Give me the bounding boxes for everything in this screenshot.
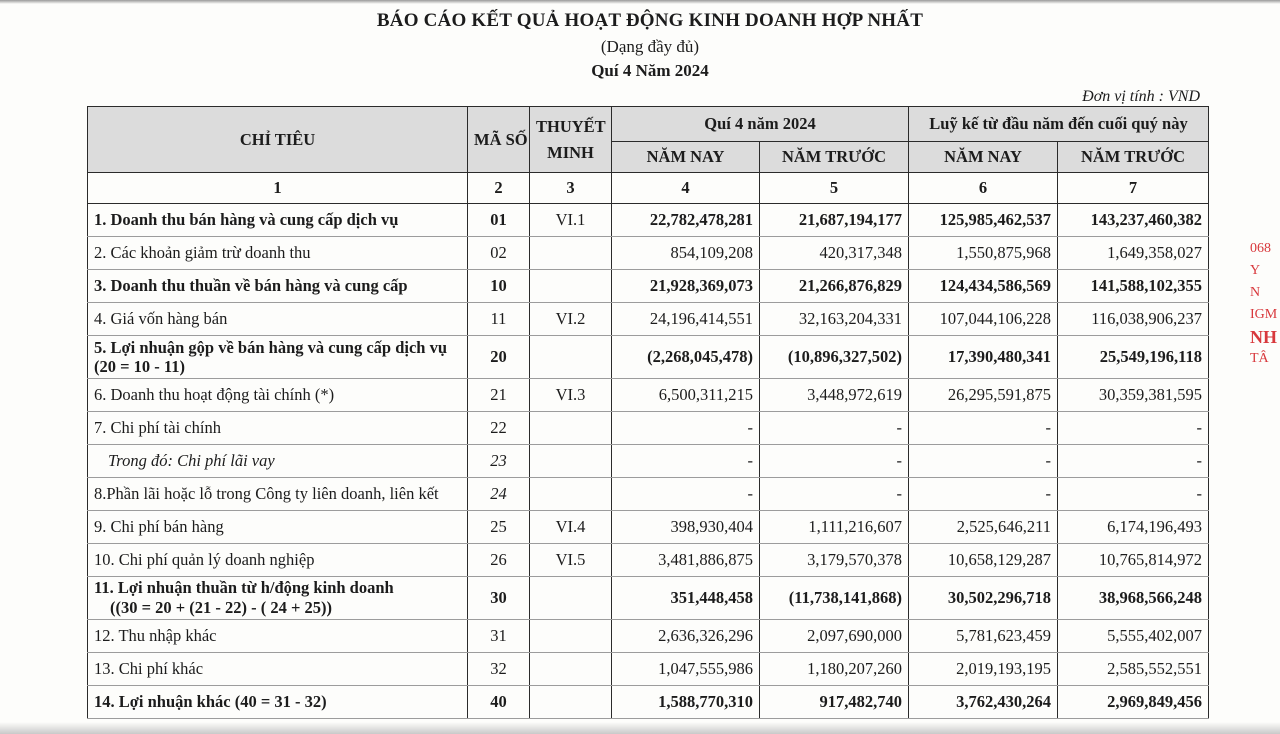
quarter-last-year-value: 21,687,194,177: [760, 204, 909, 237]
ytd-this-year-value: -: [909, 478, 1058, 511]
row-note: [530, 620, 612, 653]
quarter-last-year-value: 917,482,740: [760, 686, 909, 719]
ytd-this-year-value: 125,985,462,537: [909, 204, 1058, 237]
row-label: 10. Chi phí quản lý doanh nghiệp: [88, 544, 468, 577]
ytd-this-year-value: 1,550,875,968: [909, 237, 1058, 270]
quarter-this-year-value: -: [612, 412, 760, 445]
ytd-this-year-value: 124,434,586,569: [909, 270, 1058, 303]
ytd-last-year-value: 10,765,814,972: [1058, 544, 1209, 577]
column-index: 5: [760, 173, 909, 204]
ytd-last-year-value: 143,237,460,382: [1058, 204, 1209, 237]
table-row: [88, 303, 1209, 336]
quarter-last-year-value: -: [760, 445, 909, 478]
table-row: [88, 577, 1209, 620]
column-index: 7: [1058, 173, 1209, 204]
row-code: 24: [468, 478, 530, 511]
row-code: 31: [468, 620, 530, 653]
row-note: VI.2: [530, 303, 612, 336]
ytd-this-year-value: -: [909, 445, 1058, 478]
table-row: [88, 511, 1209, 544]
row-code: 40: [468, 686, 530, 719]
red-company-stamp-fragment: [1250, 238, 1280, 408]
stamp-text: IGM: [1250, 307, 1278, 322]
bottom-edge-shade: [0, 722, 1280, 734]
ytd-last-year-value: 5,555,402,007: [1058, 620, 1209, 653]
row-code: 21: [468, 379, 530, 412]
table-row: [88, 620, 1209, 653]
column-index: 4: [612, 173, 760, 204]
column-index: 2: [468, 173, 530, 204]
row-label: 6. Doanh thu hoạt động tài chính (*): [88, 379, 468, 412]
row-note: [530, 336, 612, 379]
ytd-this-year-value: 10,658,129,287: [909, 544, 1058, 577]
row-code: 01: [468, 204, 530, 237]
row-note: [530, 686, 612, 719]
ytd-last-year-value: 141,588,102,355: [1058, 270, 1209, 303]
row-label: [88, 577, 468, 620]
row-label: 13. Chi phí khác: [88, 653, 468, 686]
quarter-last-year-value: (10,896,327,502): [760, 336, 909, 379]
ytd-this-year-value: 107,044,106,228: [909, 303, 1058, 336]
stamp-text: Y: [1250, 263, 1261, 278]
quarter-last-year-value: 32,163,204,331: [760, 303, 909, 336]
report-subtitle: (Dạng đầy đủ): [600, 37, 700, 56]
header-note: THUYẾT MINH: [530, 107, 612, 173]
table-row: [88, 270, 1209, 303]
row-label-line: 11. Lợi nhuận thuần từ h/động kinh doanh: [94, 578, 394, 597]
ytd-last-year-value: -: [1058, 478, 1209, 511]
quarter-last-year-value: 420,317,348: [760, 237, 909, 270]
table-row: [88, 445, 1209, 478]
header-indicator: CHỈ TIÊU: [88, 107, 468, 173]
table-row: [88, 686, 1209, 719]
row-label: 9. Chi phí bán hàng: [88, 511, 468, 544]
table-row: [88, 544, 1209, 577]
column-index: 1: [88, 173, 468, 204]
row-label: 14. Lợi nhuận khác (40 = 31 - 32): [88, 686, 468, 719]
ytd-last-year-value: 38,968,566,248: [1058, 577, 1209, 620]
ytd-this-year-value: 30,502,296,718: [909, 577, 1058, 620]
row-code: 32: [468, 653, 530, 686]
ytd-this-year-value: 2,019,193,195: [909, 653, 1058, 686]
header-quarter-this-year: NĂM NAY: [612, 142, 760, 173]
top-edge-shadow: [0, 0, 1280, 4]
row-code: 10: [468, 270, 530, 303]
row-code: 25: [468, 511, 530, 544]
stamp-text: TÂ: [1250, 351, 1269, 366]
header-ytd-this-year: NĂM NAY: [909, 142, 1058, 173]
quarter-this-year-value: 398,930,404: [612, 511, 760, 544]
row-note: [530, 653, 612, 686]
header-code: MÃ SỐ: [468, 107, 530, 173]
ytd-last-year-value: -: [1058, 412, 1209, 445]
row-note: VI.1: [530, 204, 612, 237]
row-code: 23: [468, 445, 530, 478]
income-statement-table: [87, 106, 1209, 719]
column-index: 6: [909, 173, 1058, 204]
ytd-last-year-value: 25,549,196,118: [1058, 336, 1209, 379]
ytd-last-year-value: 2,585,552,551: [1058, 653, 1209, 686]
row-code: 30: [468, 577, 530, 620]
quarter-this-year-value: 3,481,886,875: [612, 544, 760, 577]
header-quarter-last-year: NĂM TRƯỚC: [760, 142, 909, 173]
quarter-this-year-value: (2,268,045,478): [612, 336, 760, 379]
table-row: [88, 336, 1209, 379]
ytd-last-year-value: 116,038,906,237: [1058, 303, 1209, 336]
quarter-last-year-value: 1,111,216,607: [760, 511, 909, 544]
ytd-last-year-value: 30,359,381,595: [1058, 379, 1209, 412]
table-row: [88, 478, 1209, 511]
row-label: 3. Doanh thu thuần về bán hàng và cung cấp: [88, 270, 468, 303]
quarter-this-year-value: 22,782,478,281: [612, 204, 760, 237]
quarter-this-year-value: 351,448,458: [612, 577, 760, 620]
row-note: [530, 577, 612, 620]
quarter-last-year-value: 3,448,972,619: [760, 379, 909, 412]
report-period: Quí 4 Năm 2024: [591, 61, 709, 80]
header-quarter-group: Quí 4 năm 2024: [612, 107, 909, 142]
currency-unit: Đơn vị tính : VND: [1082, 88, 1200, 105]
row-code: 02: [468, 237, 530, 270]
ytd-this-year-value: 2,525,646,211: [909, 511, 1058, 544]
quarter-last-year-value: -: [760, 478, 909, 511]
table-row: [88, 237, 1209, 270]
row-note: [530, 237, 612, 270]
ytd-last-year-value: 1,649,358,027: [1058, 237, 1209, 270]
quarter-this-year-value: 854,109,208: [612, 237, 760, 270]
ytd-last-year-value: -: [1058, 445, 1209, 478]
row-label: 8.Phần lãi hoặc lỗ trong Công ty liên doanh, liên kết: [88, 478, 468, 511]
ytd-this-year-value: 26,295,591,875: [909, 379, 1058, 412]
quarter-last-year-value: 21,266,876,829: [760, 270, 909, 303]
row-note: VI.5: [530, 544, 612, 577]
quarter-this-year-value: -: [612, 445, 760, 478]
stamp-text: 068: [1250, 241, 1271, 256]
row-note: [530, 412, 612, 445]
table-row: [88, 412, 1209, 445]
table-row: [88, 379, 1209, 412]
row-label: 2. Các khoản giảm trừ doanh thu: [88, 237, 468, 270]
ytd-this-year-value: -: [909, 412, 1058, 445]
row-code: 22: [468, 412, 530, 445]
row-label: 5. Lợi nhuận gộp về bán hàng và cung cấp dịch vụ (20 = 10 - 11): [88, 336, 468, 379]
quarter-this-year-value: 1,588,770,310: [612, 686, 760, 719]
row-note: [530, 445, 612, 478]
quarter-last-year-value: 2,097,690,000: [760, 620, 909, 653]
report-title: BÁO CÁO KẾT QUẢ HOẠT ĐỘNG KINH DOANH HỢP NHẤT: [376, 10, 924, 31]
stamp-text: NH: [1250, 327, 1277, 347]
quarter-last-year-value: 3,179,570,378: [760, 544, 909, 577]
quarter-last-year-value: -: [760, 412, 909, 445]
ytd-this-year-value: 17,390,480,341: [909, 336, 1058, 379]
row-label: Trong đó: Chi phí lãi vay: [88, 445, 468, 478]
quarter-last-year-value: (11,738,141,868): [760, 577, 909, 620]
table-row: [88, 653, 1209, 686]
row-code: 26: [468, 544, 530, 577]
quarter-this-year-value: 1,047,555,986: [612, 653, 760, 686]
row-label: 1. Doanh thu bán hàng và cung cấp dịch vụ: [88, 204, 468, 237]
row-code: 11: [468, 303, 530, 336]
ytd-this-year-value: 5,781,623,459: [909, 620, 1058, 653]
quarter-this-year-value: -: [612, 478, 760, 511]
table-row: [88, 204, 1209, 237]
column-index: 3: [530, 173, 612, 204]
quarter-last-year-value: 1,180,207,260: [760, 653, 909, 686]
row-note: [530, 478, 612, 511]
quarter-this-year-value: 2,636,326,296: [612, 620, 760, 653]
quarter-this-year-value: 21,928,369,073: [612, 270, 760, 303]
row-label: 7. Chi phí tài chính: [88, 412, 468, 445]
row-label-formula: ((30 = 20 + (21 - 22) - ( 24 + 25)): [110, 598, 333, 617]
header-ytd-group: Luỹ kế từ đầu năm đến cuối quý này: [909, 107, 1209, 142]
row-label: 12. Thu nhập khác: [88, 620, 468, 653]
ytd-last-year-value: 6,174,196,493: [1058, 511, 1209, 544]
row-note: VI.3: [530, 379, 612, 412]
row-label: 4. Giá vốn hàng bán: [88, 303, 468, 336]
header-ytd-last-year: NĂM TRƯỚC: [1058, 142, 1209, 173]
quarter-this-year-value: 6,500,311,215: [612, 379, 760, 412]
row-note: VI.4: [530, 511, 612, 544]
ytd-this-year-value: 3,762,430,264: [909, 686, 1058, 719]
row-note: [530, 270, 612, 303]
ytd-last-year-value: 2,969,849,456: [1058, 686, 1209, 719]
stamp-text: N: [1250, 285, 1261, 300]
quarter-this-year-value: 24,196,414,551: [612, 303, 760, 336]
row-code: 20: [468, 336, 530, 379]
